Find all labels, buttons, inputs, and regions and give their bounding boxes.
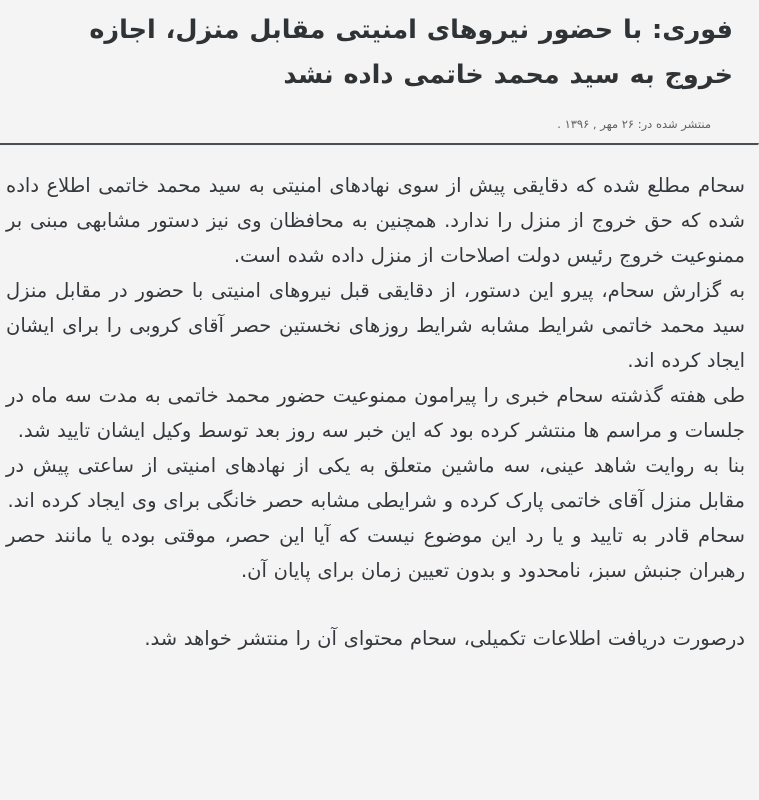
article-paragraph-5: سحام قادر به تایید و یا رد این موضوع نیست که آیا این حصر، موقتی بوده یا مانند حصر رهبران جنبش سبز، نامحدود و بدون تعیین زمان برای پایان آن. (6, 524, 745, 582)
article-paragraph-3: طی هفته گذشته سحام خبری را پیرامون ممنوعیت حضور محمد خاتمی به مدت سه ماه در جلسات و مراسم ها منتشر کرده بود که این خبر سه روز بعد توسط وکیل ایشان تایید شد. (6, 384, 745, 442)
article-header (0, 0, 759, 134)
article-paragraph-2: به گزارش سحام، پیرو این دستور، از دقایقی قبل نیروهای امنیتی با حضور در مقابل منزل سید محمد خاتمی شرایط مشابه شرایط روزهای نخستین حصر آقای کروبی را برای ایشان ایجاد کرده اند. (6, 279, 745, 372)
article-paragraph-6: درصورت دریافت اطلاعات تکمیلی، سحام محتوای آن را منتشر خواهد شد. (144, 627, 745, 650)
article-paragraph-1: سحام مطلع شده که دقایقی پیش از سوی نهادهای امنیتی به سید محمد خاتمی اطلاع داده شده که حق خروج از منزل را ندارد. همچنین به محافظان وی نیز دستور مشابهی مبنی بر ممنوعیت خروج رئیس دولت اصلاحات از منزل داده شده است. (6, 174, 745, 267)
page-title: فوری: با حضور نیروهای امنیتی مقابل منزل، اجازه خروج به سید محمد خاتمی داده نشد (89, 15, 733, 90)
article-paragraph-4: بنا به روایت شاهد عینی، سه ماشین متعلق به یکی از نهادهای امنیتی از ساعتی پیش در مقابل منزل آقای خاتمی پارک کرده و شرایطی مشابه حصر خانگی برای وی ایجاد کرده اند. (6, 454, 745, 512)
publish-date: منتشر شده در: ۲۶ مهر , ۱۳۹۶ . (557, 117, 711, 131)
article-body (0, 146, 759, 656)
